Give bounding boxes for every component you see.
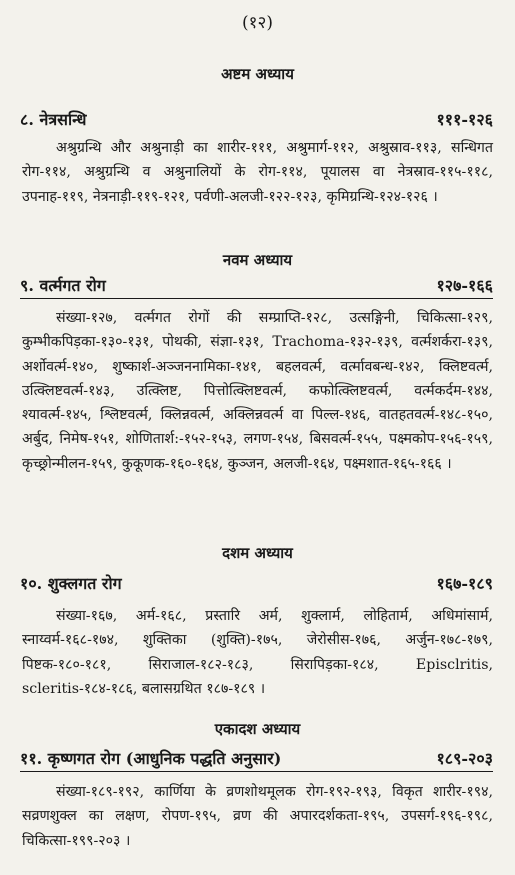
chapter-body-10 bbox=[22, 604, 493, 701]
section-heading-9: नवम अध्याय bbox=[222, 251, 293, 269]
chapter-text-10: संख्या-१६७, अर्म-१६८, प्रस्तारि अर्म, शुक्लार्म, लोहितार्म, अधिमांसार्म, स्नाय्वर्म-१६८-१७४, शुक्तिका (शुक्ति)-१७५, जेरोसीस-१७६, अर्जुन-१७८-१७९, पिष्टक-१८०-१८१, सिराजाल-१८२-१८३, सिरापिड़का-१८४, Episclritis, scleritis-१८४-१८६, बलासग्रथित १८७-१८९ । bbox=[22, 608, 493, 697]
chapter-text-8: अश्रुग्रन्थि और अश्रुनाड़ी का शारीर-१११, अश्रुमार्ग-११२, अश्रुस्राव-११३, सन्धिगत रोग-११४, अश्रुग्रन्थि व अश्रुनालियों के रोग-११४, पूयालस वा नेत्रस्राव-११५-११८, उपनाह-११९, नेत्रनाड़ी-११९-१२१, पर्वणी-अलजी-१२२-१२३, कृमिग्रन्थि-१२४-१२६ । bbox=[22, 140, 493, 205]
chapter-title-9: ९. वर्त्मगत रोग bbox=[20, 276, 106, 295]
chapter-text-9: संख्या-१२७, वर्त्मगत रोगों की सम्प्राप्ति-१२८, उत्सङ्गिनी, चिकित्सा-१२९, कुम्भीकपिड़का-१३०-१३१, पोथकी, संज्ञा-१३१, Trachoma-१३२-१३९, वर्त्मशर्करा-१३९, अर्शोवर्त्म-१४०, शुष्कार्श-अञ्जननामिका-१४१, बहलवर्त्म, वर्त्मावबन्ध-१४२, क्लिष्टवर्त्म, उत्क्लिष्टवर्त्म-१४३, उत्क्लिष्ट, पित्तोत्क्लिष्टवर्त्म, कफोत्क्लिष्टवर्त्म, वर्त्मकर्दम-१४४, श्यावर्त्म-१४५, श्लिष्टवर्त्म, क्लिन्नवर्त्म, अक्लिन्नवर्त्म वा पिल्ल-१४६, वातहतवर्त्म-१४८-१५०, अर्बुद, निमेष-१५१, शोणितार्श:-१५२-१५३, लगण-१५४, बिसवर्त्म-१५५, पक्ष्मकोप-१५६-१५९, कृच्छ्रोन्मीलन-१५९, कुकूणक-१६०-१६४, कुञ्जन, अलजी-१६४, पक्ष्मशात-१६५-१६६ । bbox=[22, 310, 493, 472]
chapter-body-11 bbox=[22, 780, 493, 853]
chapter-body-8 bbox=[22, 136, 493, 209]
page-number: (१२) bbox=[242, 13, 273, 33]
chapter-pages-10: १६७-१८९ bbox=[436, 574, 493, 593]
chapter-body-9 bbox=[22, 306, 493, 476]
chapter-title-10: १०. शुक्लगत रोग bbox=[20, 574, 122, 593]
chapter-title-11: ११. कृष्णगत रोग (आधुनिक पद्धति अनुसार) bbox=[20, 749, 282, 768]
chapter-row-8 bbox=[20, 108, 493, 130]
chapter-text-11: संख्या-१८९-१९२, कार्णिया के व्रणशोथमूलक रोग-१९२-१९३, विकृत शारीर-१९४, सव्रणशुक्ल का लक्षण, रोपण-१९५, व्रण की अपारदर्शकता-१९५, उपसर्ग-१९६-१९८, चिकित्सा-१९९-२०३ । bbox=[22, 784, 493, 849]
section-heading-11: एकादश अध्याय bbox=[214, 720, 301, 738]
chapter-row-11 bbox=[20, 747, 493, 772]
chapter-title-8: ८. नेत्रसन्धि bbox=[20, 110, 87, 129]
chapter-pages-11: १८९-२०३ bbox=[436, 749, 493, 768]
chapter-pages-9: १२७-१६६ bbox=[436, 276, 493, 295]
section-heading-8: अष्टम अध्याय bbox=[221, 65, 294, 83]
chapter-pages-8: १११-१२६ bbox=[436, 110, 493, 129]
chapter-row-9 bbox=[20, 274, 493, 299]
chapter-row-10 bbox=[20, 572, 493, 594]
section-heading-10: दशम अध्याय bbox=[222, 544, 293, 562]
